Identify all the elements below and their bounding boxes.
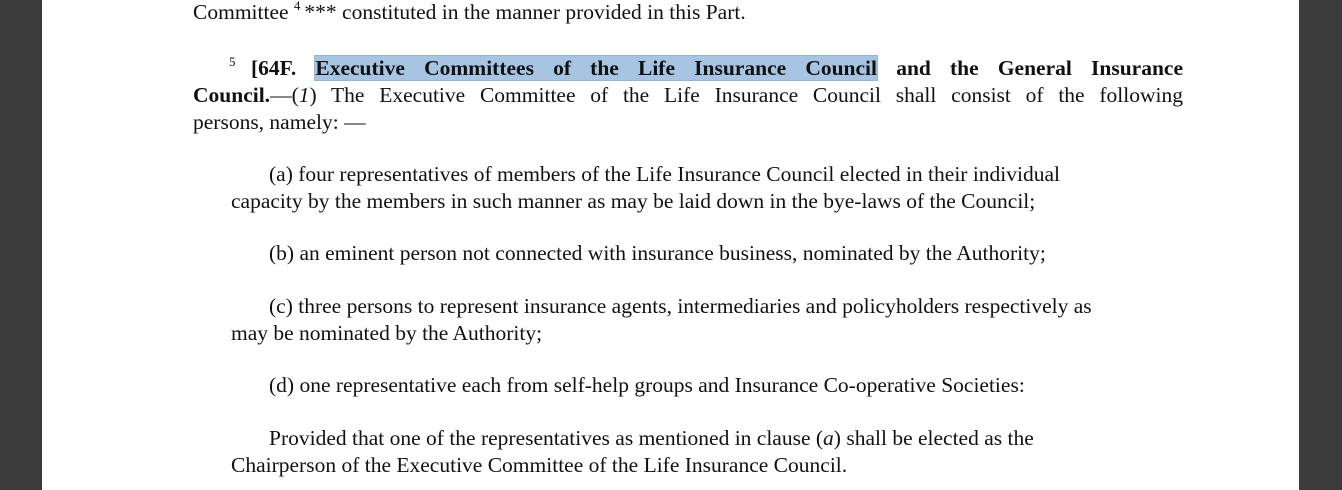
subsection-1-continuation: persons, namely: — xyxy=(193,110,366,134)
subsection-number: 1 xyxy=(298,83,310,107)
section-number: [64F. xyxy=(251,56,297,80)
clause-a-line-2: capacity by the members in such manner as may be laid down in the bye-laws of the Council; xyxy=(231,189,1036,213)
heading-continuation: Council. xyxy=(193,83,271,107)
subsection-text: ) The Executive Committee of the Life Insurance Council shall consist of the following xyxy=(309,83,1183,107)
clause-c-line-2: may be nominated by the Authority; xyxy=(231,321,543,345)
section-footnote-marker xyxy=(229,55,236,84)
highlighted-heading[interactable]: Executive Committees of the Life Insurance Council xyxy=(315,56,878,80)
footnote-ref-5[interactable]: 5 xyxy=(229,54,236,69)
em-dash: —( xyxy=(270,83,299,107)
prev-line-rest: *** constituted in the manner provided in this Part. xyxy=(304,0,746,24)
prev-line-word: Committee xyxy=(193,0,289,24)
proviso-line-1 xyxy=(269,425,1034,452)
section-heading-line xyxy=(251,55,1183,82)
clause-d-line-1: (d) one representative each from self-help groups and Insurance Co-operative Societies: xyxy=(269,373,1025,397)
clause-c-line-1: (c) three persons to represent insurance agents, intermediaries and policyholders respectively as xyxy=(269,294,1092,318)
document-page xyxy=(42,0,1299,490)
subsection-1-line xyxy=(193,82,1183,109)
clause-a-line-1: (a) four representatives of members of the Life Insurance Council elected in their individual xyxy=(269,162,1061,186)
heading-rest: and the General Insurance xyxy=(896,56,1184,80)
proviso-line-2: Chairperson of the Executive Committee of the Life Insurance Council. xyxy=(231,453,848,477)
footnote-ref-4[interactable]: 4 xyxy=(293,0,301,13)
proviso-clause-ref: a xyxy=(823,426,834,450)
prev-paragraph-line xyxy=(193,0,746,28)
clause-b-line-1: (b) an eminent person not connected with insurance business, nominated by the Authority; xyxy=(269,241,1046,265)
proviso-end: ) shall be elected as the xyxy=(833,426,1034,450)
proviso-start: Provided that one of the representatives as mentioned in clause ( xyxy=(269,426,824,450)
